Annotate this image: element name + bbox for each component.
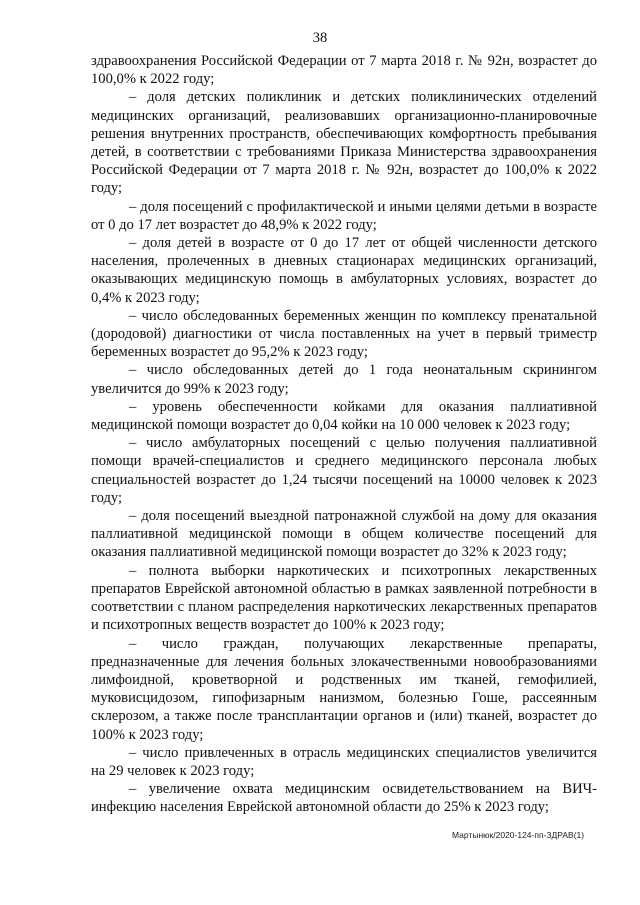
list-item: – число граждан, получающих лекарственные препараты, предназначенные для лечения больных злокачественными новообразованиями лимфоидной, кроветворной и родственных им тканей, гемофилией, муковисцидозом, гипофизарным нанизмом, болезнью Гоше, рассеянным склерозом, а также после трансплантации органов и (или) тканей, возрастет до 100% к 2023 году; bbox=[91, 635, 597, 743]
list-item: – доля детских поликлиник и детских поликлинических отделений медицинских организаций, реализовавших организационно-планировочные решения внутренних пространств, обеспечивающих комфортность пребывания детей, в соответствии с требованиями Приказа Министерства здравоохранения Российской Федерации от 7 марта 2018 г. № 92н, возрастет до 100,0% к 2022 году; bbox=[91, 89, 597, 197]
document-footer-code: Мартынюк/2020-124-пп-ЗДРАВ(1) bbox=[452, 830, 585, 840]
list-item: – число обследованных детей до 1 года неонатальным скринингом увеличится до 99% к 2023 году; bbox=[91, 362, 597, 397]
list-item: – доля детей в возрасте от 0 до 17 лет от общей численности детского населения, пролеченных в дневных стационарах медицинских организаций, оказывающих медицинскую помощь в амбулаторных условиях, возрастет до 0,4% к 2023 году; bbox=[91, 235, 597, 306]
list-item: – доля посещений выездной патронажной службой на дому для оказания паллиативной медицинской помощи в общем количестве посещений для оказания паллиативной медицинской помощи возрастет до 32% к 2023 году; bbox=[91, 508, 597, 561]
list-item: – доля посещений с профилактической и иными целями детьми в возрасте от 0 до 17 лет возрастет до 48,9% к 2022 году; bbox=[91, 198, 597, 233]
list-item: – число обследованных беременных женщин по комплексу пренатальной (дородовой) диагностики от числа поставленных на учет в первый триместр беременных возрастет до 95,2% к 2023 году; bbox=[91, 307, 597, 361]
list-item: – полнота выборки наркотических и психотропных лекарственных препаратов Еврейской автономной областью в рамках заявленной потребности в соответствии с планом распределения наркотических лекарственных препаратов и психотропных веществ возрастет до 100% к 2023 году; bbox=[91, 562, 597, 634]
list-item: – число привлеченных в отрасль медицинских специалистов увеличится на 29 человек к 2023 году; bbox=[91, 744, 597, 779]
list-item: – уровень обеспеченности койками для оказания паллиативной медицинской помощи возрастет до 0,04 койки на 10 000 человек к 2023 году; bbox=[91, 398, 597, 434]
paragraph-continuation: здравоохранения Российской Федерации от 7 марта 2018 г. № 92н, возрастет до 100,0% к 2022 году; bbox=[91, 53, 597, 88]
list-item: – увеличение охвата медицинским освидетельствованием на ВИЧ-инфекцию населения Еврейской автономной области до 25% к 2023 году; bbox=[91, 781, 597, 816]
list-item: – число амбулаторных посещений с целью получения паллиативной помощи врачей-специалистов и среднего медицинского персонала любых специальностей возрастет до 1,24 тысячи посещений на 10000 человек к 2023 году; bbox=[91, 435, 597, 506]
page-number: 38 bbox=[312, 30, 328, 46]
document-body bbox=[91, 52, 597, 817]
